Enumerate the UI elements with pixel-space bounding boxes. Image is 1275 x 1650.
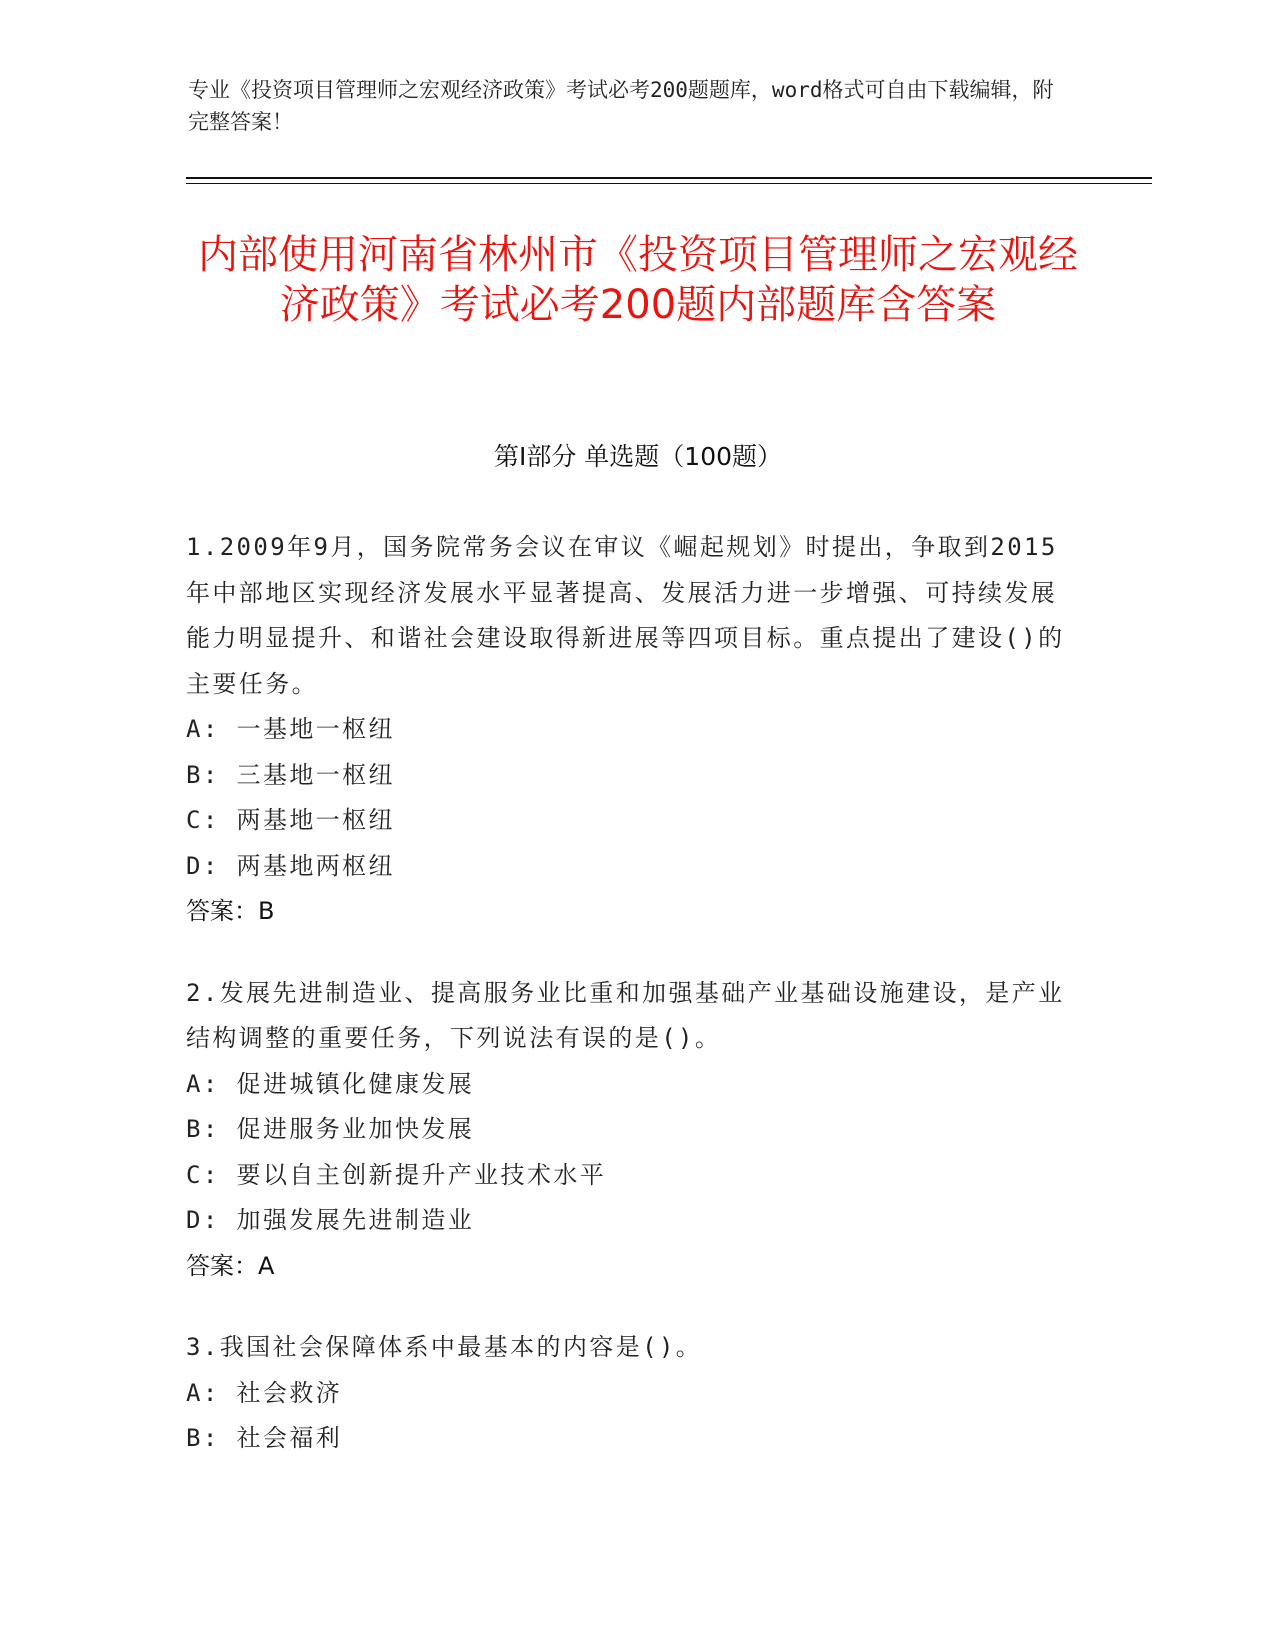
document-title: 内部使用河南省林州市《投资项目管理师之宏观经济政策》考试必考200题内部题库含答案: [198, 232, 1078, 328]
option-a: A: 促进城镇化健康发展: [186, 1069, 475, 1098]
option-b: B: 社会福利: [186, 1424, 343, 1452]
header-note: 专业《投资项目管理师之宏观经济政策》考试必考200题题库，word格式可自由下载编辑，附完整答案！: [188, 78, 1054, 134]
question-3: [186, 1325, 1066, 1462]
question-2: [186, 971, 1066, 1290]
answer: 答案：A: [186, 1251, 275, 1280]
header-divider-thick: [186, 177, 1152, 179]
header-divider-thin: [186, 183, 1152, 184]
answer: 答案：B: [186, 897, 275, 925]
option-a: A: 一基地一枢纽: [186, 715, 395, 743]
option-d: D: 两基地两枢纽: [186, 851, 395, 880]
question-1: [186, 525, 1066, 935]
option-b: B: 三基地一枢纽: [186, 760, 395, 789]
option-c: C: 两基地一枢纽: [186, 806, 395, 834]
question-list: [186, 525, 1066, 1498]
option-b: B: 促进服务业加快发展: [186, 1115, 475, 1143]
option-c: C: 要以自主创新提升产业技术水平: [186, 1160, 607, 1189]
option-d: D: 加强发展先进制造业: [186, 1206, 475, 1234]
question-stem: 3.我国社会保障体系中最基本的内容是()。: [186, 1333, 703, 1361]
option-a: A: 社会救济: [186, 1378, 343, 1407]
question-stem: 1.2009年9月，国务院常务会议在审议《崛起规划》时提出，争取到2015年中部地区实现经济发展水平显著提高、发展活力进一步增强、可持续发展能力明显提升、和谐社会建设取得新进展等四项目标。重点提出了建设()的主要任务。: [186, 533, 1065, 698]
section-heading: 第Ⅰ部分 单选题（100题）: [493, 442, 783, 471]
question-stem: 2.发展先进制造业、提高服务业比重和加强基础产业基础设施建设，是产业结构调整的重要任务，下列说法有误的是()。: [186, 978, 1065, 1052]
